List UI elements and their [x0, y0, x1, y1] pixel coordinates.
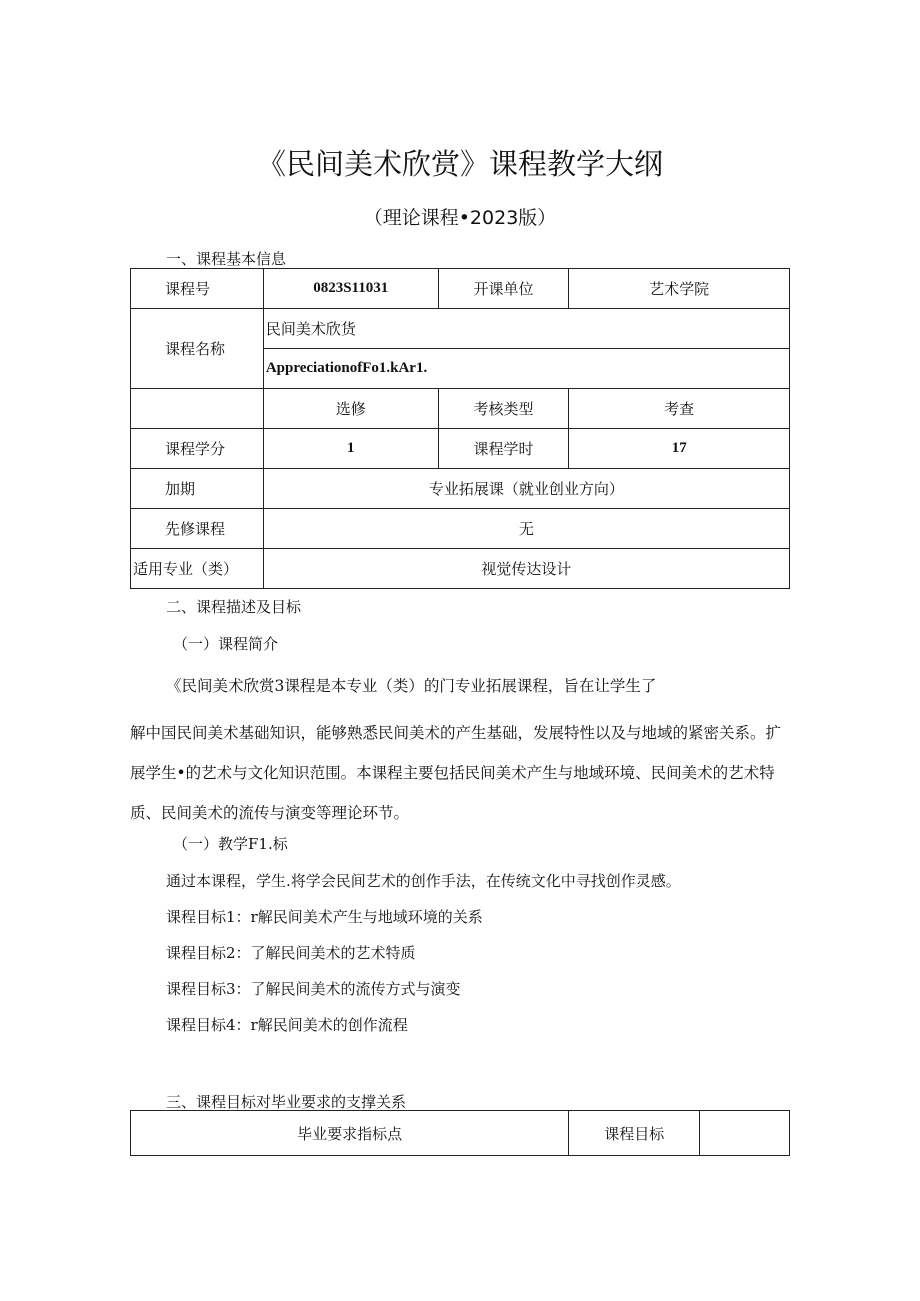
course-no-value: 0823S11031	[263, 269, 438, 309]
course-goal-header: 课程目标	[569, 1111, 700, 1156]
section3-heading: 三、课程目标对毕业要求的支撑关系	[166, 1093, 407, 1111]
course-intro-first-line: 《民间美术欣赏3课程是本专业（类）的门专业拓展课程，旨在让学生了	[166, 677, 657, 695]
table-row	[131, 1111, 790, 1156]
goal-1: 课程目标1：r解民间美术产生与地域环境的关系	[166, 908, 483, 926]
course-name-label: 课程名称	[131, 309, 264, 389]
course-intro-body: 解中国民间美术基础知识，能够熟悉民间美术的产生基础，发展特性以及与地域的紧密关系。扩展学生•的艺术与文化知识范围。本课程主要包括民间美术产生与地域环境、民间美术的艺术特质、民间美术的流传与演变等理论环节。	[130, 724, 782, 822]
goal-4: 课程目标4：r解民间美术的创作流程	[166, 1016, 408, 1034]
course-no-label: 课程号	[131, 269, 264, 309]
table-row	[131, 509, 790, 549]
table-row	[131, 309, 790, 349]
section2-heading: 二、课程描述及目标	[166, 598, 302, 616]
course-type-value: 选修	[263, 389, 438, 429]
course-intro-heading: （一）课程简介	[173, 635, 279, 653]
assess-label: 考核类型	[438, 389, 569, 429]
section1-heading: 一、课程基本信息	[166, 250, 287, 268]
teaching-goals-heading: （一）教学F1.标	[173, 835, 288, 853]
category-value: 专业拓展课（就业创业方向）	[263, 469, 789, 509]
major-label: 适用专业（类）	[131, 549, 264, 589]
course-info-table	[130, 268, 790, 589]
course-name-cn: 民间美术欣货	[263, 309, 789, 349]
support-table	[130, 1110, 790, 1156]
empty-cell	[700, 1111, 790, 1156]
credit-label: 课程学分	[131, 429, 264, 469]
goal-3: 课程目标3：了解民间美术的流传方式与演变	[166, 980, 461, 998]
category-label: 加期	[131, 469, 264, 509]
empty-cell	[131, 389, 264, 429]
dept-value: 艺术学院	[569, 269, 790, 309]
hours-value: 17	[569, 429, 790, 469]
prereq-value: 无	[263, 509, 789, 549]
table-row	[131, 429, 790, 469]
dept-label: 开课单位	[438, 269, 569, 309]
table-row	[131, 469, 790, 509]
credit-value: 1	[263, 429, 438, 469]
goal-2: 课程目标2：了解民间美术的艺术特质	[166, 944, 416, 962]
prereq-label: 先修课程	[131, 509, 264, 549]
table-row	[131, 269, 790, 309]
grad-req-header: 毕业要求指标点	[131, 1111, 569, 1156]
document-title: 《民间美术欣赏》课程教学大纲	[256, 147, 663, 181]
goals-intro: 通过本课程，学生.将学会民间艺术的创作手法，在传统文化中寻找创作灵感。	[166, 872, 681, 890]
course-name-en: AppreciationofFo1.kAr1.	[263, 349, 789, 389]
table-row	[131, 389, 790, 429]
major-value: 视觉传达设计	[263, 549, 789, 589]
table-row	[131, 549, 790, 589]
document-subtitle: （理论课程•2023版）	[363, 207, 557, 229]
assess-value: 考查	[569, 389, 790, 429]
hours-label: 课程学时	[438, 429, 569, 469]
